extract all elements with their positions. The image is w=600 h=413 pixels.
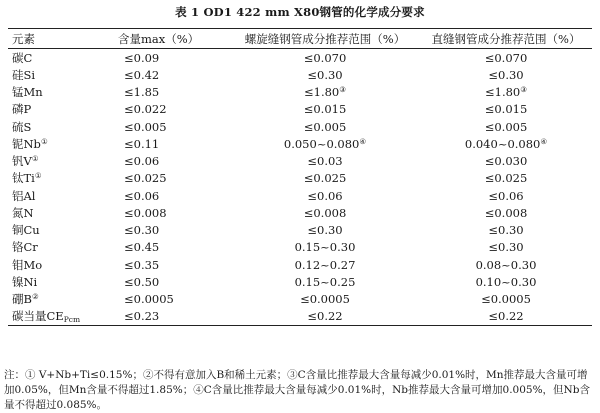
spiral-range-cell-text: 0.15~0.30 <box>294 240 356 255</box>
straight-range-cell <box>420 49 592 67</box>
spiral-range-cell <box>230 66 420 83</box>
max-content-cell <box>100 101 230 118</box>
straight-range-cell-text: ≤0.025 <box>484 171 528 186</box>
spiral-range-cell <box>230 291 420 308</box>
max-content-cell <box>100 49 230 67</box>
subscript: Pcm <box>63 315 81 325</box>
header-straight-range: 直缝钢管成分推荐范围（%） <box>420 29 592 49</box>
element-cell-text: 铬Cr <box>12 240 38 255</box>
element-cell-text: 硼B <box>12 292 32 307</box>
element-cell <box>8 273 100 290</box>
straight-range-cell <box>420 308 592 326</box>
straight-range-cell-text: ≤0.008 <box>484 205 528 220</box>
straight-range-cell-text: ≤0.0005 <box>481 292 531 307</box>
element-cell <box>8 101 100 118</box>
max-content-cell <box>100 153 230 170</box>
spiral-range-cell-text: ≤0.30 <box>307 223 343 238</box>
spiral-range-cell-text: ≤0.03 <box>307 154 343 169</box>
footnote-marker: ① <box>31 154 39 164</box>
table-caption: 表 1 OD1 422 mm X80钢管的化学成分要求 <box>175 5 425 19</box>
header-element: 元素 <box>8 29 100 49</box>
footnote-marker: ④ <box>359 136 367 146</box>
element-cell-text: 碳C <box>12 50 33 65</box>
spiral-range-cell <box>230 187 420 204</box>
table-row <box>8 204 592 221</box>
max-content-cell <box>100 187 230 204</box>
max-content-cell <box>100 308 230 326</box>
straight-range-cell <box>420 291 592 308</box>
max-content-cell-text: ≤0.30 <box>124 223 160 238</box>
element-cell <box>8 153 100 170</box>
element-cell <box>8 118 100 135</box>
footnote-marker: ③ <box>339 85 346 95</box>
header-max-content: 含量max（%） <box>100 29 230 49</box>
element-cell-text: 钒V <box>12 154 32 169</box>
max-content-cell-text: ≤0.50 <box>124 274 160 289</box>
max-content-cell <box>100 118 230 135</box>
spiral-range-cell <box>230 308 420 326</box>
element-cell <box>8 222 100 239</box>
max-content-cell-text: ≤0.06 <box>124 154 160 169</box>
spiral-range-cell <box>230 222 420 239</box>
element-cell <box>8 308 100 326</box>
straight-range-cell-text: ≤0.070 <box>484 50 528 65</box>
table-row <box>8 118 592 135</box>
table-row <box>8 308 592 326</box>
straight-range-cell <box>420 101 592 118</box>
straight-range-cell <box>420 118 592 135</box>
element-cell-text: 氮N <box>12 205 34 220</box>
element-cell <box>8 204 100 221</box>
spiral-range-cell-text: ≤0.008 <box>303 205 347 220</box>
spiral-range-cell-text: ≤0.025 <box>303 171 347 186</box>
spiral-range-cell <box>230 153 420 170</box>
footnote-marker: ① <box>40 136 48 146</box>
spiral-range-cell-text: ≤0.06 <box>307 188 343 203</box>
spiral-range-cell <box>230 256 420 273</box>
max-content-cell-text: ≤0.35 <box>124 257 160 272</box>
max-content-cell <box>100 204 230 221</box>
spiral-range-cell <box>230 84 420 101</box>
max-content-cell <box>100 135 230 152</box>
max-content-cell-text: ≤0.45 <box>124 240 160 255</box>
element-cell-text: 硫S <box>12 119 32 134</box>
max-content-cell <box>100 170 230 187</box>
element-cell-text: 铜Cu <box>12 223 40 238</box>
element-cell-text: 磷P <box>12 102 32 117</box>
spiral-range-cell-text: ≤0.005 <box>303 119 347 134</box>
spiral-range-cell <box>230 49 420 67</box>
spiral-range-cell-text: ≤0.070 <box>303 50 347 65</box>
max-content-cell-text: ≤1.85 <box>124 85 160 100</box>
spiral-range-cell <box>230 204 420 221</box>
straight-range-cell <box>420 239 592 256</box>
spiral-range-cell <box>230 273 420 290</box>
table-row <box>8 273 592 290</box>
max-content-cell <box>100 222 230 239</box>
straight-range-cell-text: ≤0.015 <box>484 102 528 117</box>
spiral-range-cell-text: ≤0.0005 <box>300 292 350 307</box>
table-row <box>8 239 592 256</box>
straight-range-cell-text: ≤0.30 <box>488 240 524 255</box>
spiral-range-cell <box>230 170 420 187</box>
max-content-cell-text: ≤0.022 <box>124 102 167 117</box>
straight-range-cell-text: 0.10~0.30 <box>475 274 537 289</box>
straight-range-cell <box>420 204 592 221</box>
element-cell <box>8 187 100 204</box>
element-cell-text: 镍Ni <box>12 274 38 289</box>
straight-range-cell <box>420 256 592 273</box>
straight-range-cell-text: ≤0.22 <box>488 309 524 324</box>
footnote-marker: ④ <box>540 136 548 146</box>
max-content-cell <box>100 291 230 308</box>
max-content-cell-text: ≤0.0005 <box>124 292 174 307</box>
straight-range-cell-text: ≤0.30 <box>488 67 524 82</box>
straight-range-cell <box>420 135 592 152</box>
element-cell <box>8 256 100 273</box>
table-row <box>8 222 592 239</box>
header-spiral-range: 螺旋缝钢管成分推荐范围（%） <box>230 29 420 49</box>
element-cell-text: 硅Si <box>12 67 36 82</box>
table-row <box>8 256 592 273</box>
table-row <box>8 66 592 83</box>
spiral-range-cell-text: ≤0.22 <box>307 309 343 324</box>
straight-range-cell <box>420 66 592 83</box>
composition-table <box>8 28 592 326</box>
table-row <box>8 84 592 101</box>
max-content-cell <box>100 66 230 83</box>
max-content-cell-text: ≤0.008 <box>124 205 167 220</box>
footnote-marker: ② <box>31 292 39 302</box>
straight-range-cell-text: ≤0.30 <box>488 223 524 238</box>
spiral-range-cell <box>230 135 420 152</box>
table-footnote: 注：① V+Nb+Ti≤0.15%；②不得有意加入B和稀土元素；③C含量比推荐最大含量每减少0.01%时，Mn推荐最大含量可增加0.05%，但Mn含量不得超过1.85%；④C含量比推荐最大含量每减少0.01%时，Nb推荐最大含量可增加0.005%，但Nb含量不得超过0.085%。 <box>4 369 590 411</box>
footnote-marker: ③ <box>520 85 527 95</box>
straight-range-cell-text: ≤0.030 <box>484 154 528 169</box>
max-content-cell <box>100 239 230 256</box>
element-cell <box>8 135 100 152</box>
spiral-range-cell-text: ≤0.30 <box>307 67 343 82</box>
spiral-range-cell <box>230 118 420 135</box>
element-cell-text: 钛Ti <box>12 171 35 186</box>
max-content-cell <box>100 84 230 101</box>
straight-range-cell <box>420 187 592 204</box>
max-content-cell <box>100 256 230 273</box>
element-cell <box>8 239 100 256</box>
footnote-marker: ① <box>34 171 42 181</box>
table-row <box>8 291 592 308</box>
spiral-range-cell <box>230 239 420 256</box>
spiral-range-cell-text: ≤0.015 <box>303 102 347 117</box>
straight-range-cell-text: ≤1.80 <box>485 85 521 100</box>
straight-range-cell <box>420 84 592 101</box>
max-content-cell-text: ≤0.11 <box>124 136 160 151</box>
element-cell <box>8 170 100 187</box>
table-row <box>8 135 592 152</box>
max-content-cell-text: ≤0.09 <box>124 50 160 65</box>
straight-range-cell <box>420 222 592 239</box>
spiral-range-cell-text: 0.050~0.080 <box>283 136 360 151</box>
table-row <box>8 170 592 187</box>
element-cell-text: 铝Al <box>12 188 36 203</box>
max-content-cell-text: ≤0.06 <box>124 188 160 203</box>
straight-range-cell <box>420 153 592 170</box>
element-cell <box>8 66 100 83</box>
table-row <box>8 49 592 67</box>
spiral-range-cell-text: 0.15~0.25 <box>294 274 356 289</box>
element-cell <box>8 49 100 67</box>
straight-range-cell <box>420 170 592 187</box>
spiral-range-cell-text: 0.12~0.27 <box>294 257 356 272</box>
element-cell-text: 钼Mo <box>12 257 43 272</box>
max-content-cell-text: ≤0.025 <box>124 171 167 186</box>
max-content-cell-text: ≤0.23 <box>124 309 160 324</box>
straight-range-cell <box>420 273 592 290</box>
element-cell-text: 锰Mn <box>12 85 43 100</box>
straight-range-cell-text: ≤0.06 <box>488 188 524 203</box>
element-cell <box>8 84 100 101</box>
element-cell <box>8 291 100 308</box>
element-cell-text: 铌Nb <box>12 136 41 151</box>
max-content-cell-text: ≤0.005 <box>124 119 167 134</box>
table-body <box>8 49 592 326</box>
spiral-range-cell <box>230 101 420 118</box>
header-row <box>8 29 592 49</box>
spiral-range-cell-text: ≤1.80 <box>304 85 340 100</box>
straight-range-cell-text: 0.08~0.30 <box>475 257 537 272</box>
table-row <box>8 153 592 170</box>
max-content-cell-text: ≤0.42 <box>124 67 160 82</box>
table-row <box>8 187 592 204</box>
straight-range-cell-text: ≤0.005 <box>484 119 528 134</box>
table-row <box>8 101 592 118</box>
straight-range-cell-text: 0.040~0.080 <box>464 136 541 151</box>
element-cell-text: 碳当量CE <box>12 309 64 324</box>
max-content-cell <box>100 273 230 290</box>
